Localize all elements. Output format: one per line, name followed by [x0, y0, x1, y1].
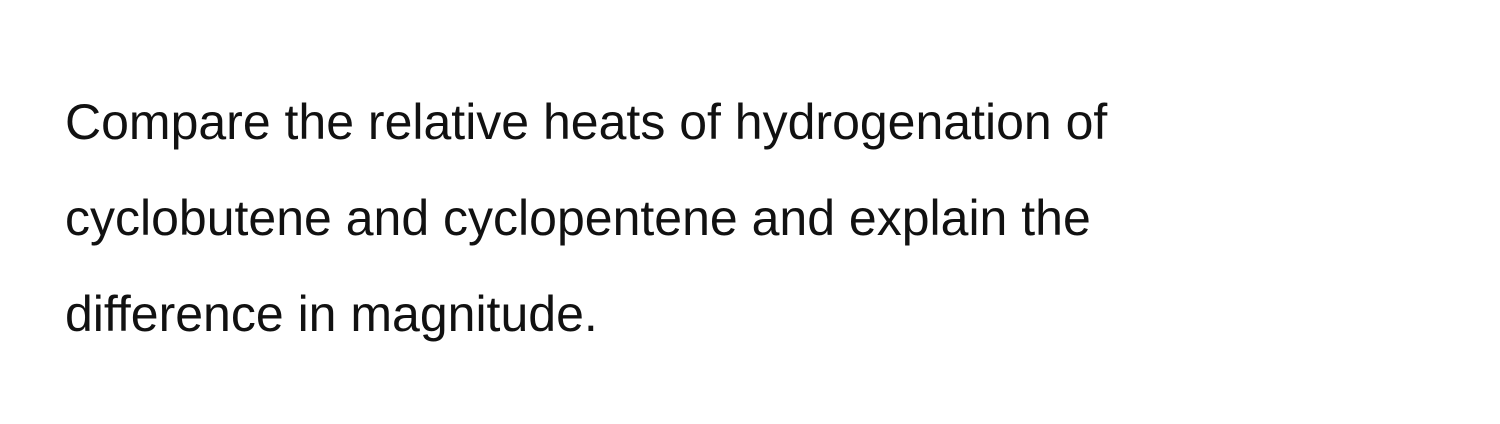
- question-line-2: cyclobutene and cyclopentene and explain the: [65, 190, 1091, 246]
- question-text: [65, 94, 1107, 382]
- question-line-3: difference in magnitude.: [65, 286, 598, 342]
- question-line-1: Compare the relative heats of hydrogenation of: [65, 94, 1108, 150]
